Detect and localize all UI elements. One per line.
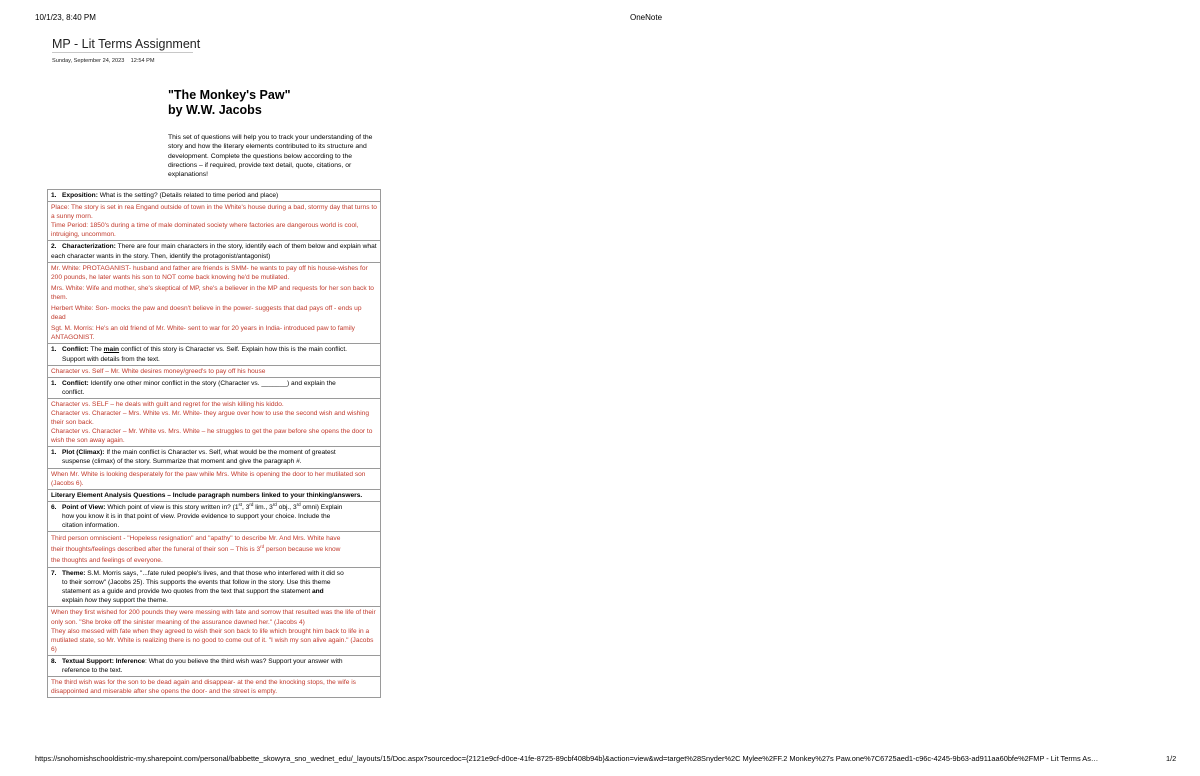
table-row [48,202,381,241]
answer-line: Third person omniscient - "Hopeless resignation" and "apathy" to describe Mr. And Mrs. White have [51,535,341,543]
section-heading: Literary Element Analysis Questions – Include paragraph numbers linked to your thinking/answers. [48,489,381,501]
table-row [48,447,381,468]
table-row [48,241,381,262]
question-inference: 8. Textual Support: Inference: What do you believe the third wish was? Support your answer with reference to the text. [48,655,381,676]
story-title: "The Monkey's Paw" [168,88,291,102]
print-page-number: 1/2 [1166,754,1177,763]
page-time: 12:54 PM [130,58,155,64]
table-row [48,365,381,377]
question-climax: 1. Plot (Climax): If the main conflict is Character vs. Self, what would be the moment of greatest suspense (climax) of the story. Summarize that moment and give the paragraph #. [48,447,381,468]
question-main-conflict: 1. Conflict: The main conflict of this story is Character vs. Self. Explain how this is the main conflict. Support with details from the text. [48,344,381,365]
table-row [48,655,381,676]
table-row [48,468,381,489]
print-datetime: 10/1/23, 8:40 PM [35,13,96,22]
table-row [48,501,381,531]
question-minor-conflict: 1. Conflict: Identify one other minor conflict in the story (Character vs. _______) and explain the conflict. [48,377,381,398]
answer-line: Character vs. Character – Mrs. White vs. Mr. White- they argue over how to use the second wish and wishing their son back. [51,409,370,427]
questions-table [47,189,381,698]
answer-minor-conflict [48,398,381,446]
question-theme: 7. Theme: S.M. Morris says, "...fate ruled people's lives, and that those who interfered with it did so to their sorrow" (Jacobs 25). This supports the events that follow in the story. Use this theme statement as a guide and provide two quotes from the text that support the statement and explain how they support the theme. [48,568,381,607]
answer-inference [48,677,381,698]
answer-characterization [48,262,381,344]
answer-line: They also messed with fate when they agreed to wish their son back to life which brought him back to life in a mutilated state, so Mr. White is realizing there is no good to come out of it. "I wish my son alive again." (Jacobs 6) [51,627,374,653]
answer-line: Sgt. M. Morris: He's an old friend of Mr. White- sent to war for 20 years in India- introduced paw to family ANTAGONIST. [51,325,355,342]
answer-line: their thoughts/feelings described after the funeral of their son – This is 3rd person because we know [51,543,341,554]
answer-exposition [48,202,381,241]
table-row [48,568,381,607]
answer-line: Character vs. SELF – he deals with guilt and regret for the wish killing his kiddo. [51,400,284,408]
answer-line: Mrs. White: Wife and mother, she's skeptical of MP, she's a believer in the MP and requests for her son back to them. [51,284,374,301]
answer-theme [48,607,381,655]
answer-line: The third wish was for the son to be dead again and disappear- at the end the knocking stops, the wife is disappointed and miserable after she opens the door- and the street is empty. [51,679,356,696]
page-date-day: Sunday, September 24, 2023 [52,58,125,64]
question-exposition: 1. Exposition: What is the setting? (Details related to time period and place) [48,190,381,202]
answer-line: Time Period: 1850's during a time of male dominated society where factories are dangerous world is cool, intruiging, uncommon. [51,222,359,239]
answer-line: Mr. White: PROTAGANIST- husband and father are friends is SMM- he wants to pay off his house-wishes for 200 pounds, he later wants his son to NOT come back knowing he'd be mutilated. [51,264,368,281]
question-point-of-view: 6. Point of View: Which point of view is this story written in? (1st, 3rd lim., 3rd obj., 3rd omni) Explain how you know it is in that point of view. Provide evidence to support your choice. Include the citation information. [48,501,381,531]
print-app-name: OneNote [630,13,663,22]
page-title[interactable]: MP - Lit Terms Assignment [52,37,201,51]
intro-paragraph: This set of questions will help you to track your understanding of the story and how the literary elements contributed to its structure and development. Complete the questions below according to the directions – if required, provide text detail, quote, citations, or explanations! [168,134,373,179]
answer-climax [48,468,381,489]
story-author: by W.W. Jacobs [168,103,262,117]
table-row [48,262,381,344]
answer-line: Place: The story is set in rea Engand outside of town in the White's house during a bad, stormy day that turns to a sunny morn. [51,204,377,221]
table-row [48,190,381,202]
answer-line: the thoughts and feelings of everyone. [51,557,163,565]
print-url: https://snohomishschooldistric-my.sharepoint.com/personal/babbette_skowyra_sno_wednet_edu/_layouts/15/Doc.aspx?sourcedoc={2121e9cf-d0ce-41fe-8725-89cbf408b94b}&action=view&wd=target%28Snyder%2C Mylee%2FF.2 Monkey%27s Paw.one%7C6725aed1-c96c-4245-9b63-ad911aa60bfe%2FMP - Lit Terms As… [35,754,1099,763]
answer-line: Character vs. Character – Mr. White vs. Mrs. White – he struggles to get the paw before she opens the door to wish the son away again. [51,428,373,445]
page-date [52,58,155,64]
answer-point-of-view [48,532,381,568]
answer-line: When Mr. White is looking desperately for the paw while Mrs. White is opening the door to her mutilated son (Jacobs 6). [51,470,366,487]
table-row [48,344,381,365]
answer-line: Character vs. Self – Mr. White desires money/greed's to pay off his house [51,367,266,375]
table-row [48,489,381,501]
table-row [48,532,381,568]
table-row [48,377,381,398]
answer-line: Herbert White: Son- mocks the paw and doesn't believe in the power- suggests that dad pays off - ends up dead [51,305,362,322]
story-heading [168,88,291,118]
question-characterization: 2. Characterization: There are four main characters in the story, identify each of them below and explain what each character wants in the story. Then, identify the protagonist/antagonist) [48,241,381,262]
table-row [48,398,381,446]
table-row [48,677,381,698]
answer-line: When they first wished for 200 pounds they were messing with fate and sorrow that resulted was the life of their only son. "She broke off the sinister meaning of the assurance dawned her." (Jacobs 4) [51,609,376,626]
answer-main-conflict [48,365,381,377]
table-row [48,607,381,655]
